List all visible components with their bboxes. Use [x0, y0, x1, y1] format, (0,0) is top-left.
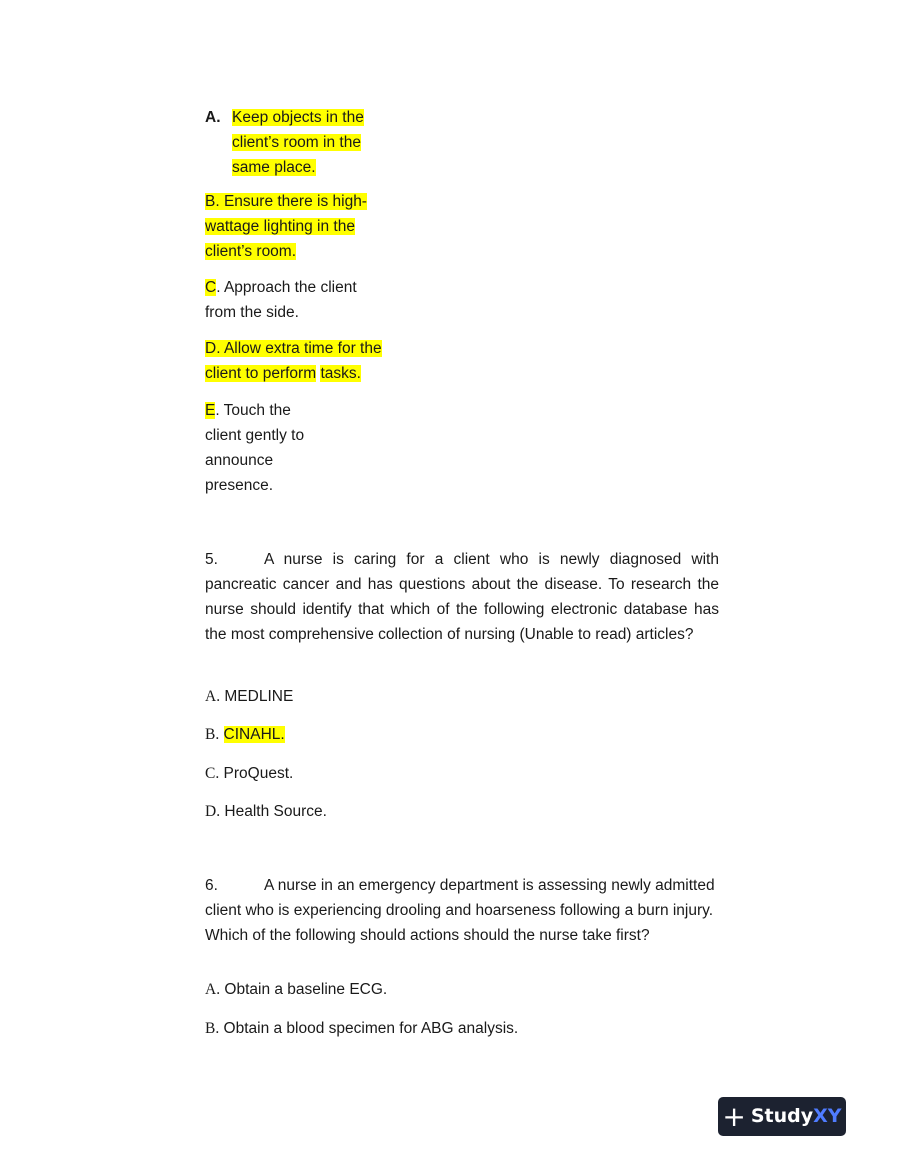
q5-option-a: [205, 684, 293, 709]
option-text-line: presence.: [205, 477, 274, 494]
option-text-line: client to perform: [205, 365, 317, 382]
option-d: [205, 336, 382, 386]
option-text: MEDLINE: [224, 688, 294, 705]
q5-option-c: [205, 761, 293, 786]
option-text: Obtain a baseline ECG.: [224, 981, 388, 998]
option-text-line: wattage lighting in the: [205, 218, 355, 235]
option-text-line: . Touch the: [215, 402, 291, 419]
option-text: Health Source.: [224, 803, 327, 820]
option-text-line: B. Ensure there is high-: [205, 193, 367, 210]
option-b: [205, 189, 367, 264]
q5-option-b: [205, 722, 285, 747]
option-letter: A.: [205, 688, 221, 705]
option-text-line: from the side.: [205, 304, 299, 321]
option-letter: C.: [205, 765, 220, 782]
q6-option-a: [205, 977, 387, 1002]
option-letter: C: [205, 279, 217, 296]
question-number: 6.: [205, 877, 218, 894]
option-text-line: client’s room.: [205, 243, 297, 260]
question-text: A nurse in an emergency department is assessing newly admitted client who is experiencing drooling and hoarseness following a burn injury. Which of the following should actions should the nurse take first?: [205, 877, 715, 944]
studyxy-logo[interactable]: [718, 1097, 846, 1136]
option-text-line: announce: [205, 452, 274, 469]
option-text: ProQuest.: [223, 765, 294, 782]
option-text-line: . Approach the client: [216, 279, 357, 296]
question-number: 5.: [205, 551, 218, 568]
question-6: [205, 873, 715, 948]
q6-option-b: [205, 1016, 518, 1041]
brand-text-study: Study: [750, 1105, 814, 1127]
option-text-line: client gently to: [205, 427, 305, 444]
option-letter: A.: [205, 981, 221, 998]
option-letter: E: [205, 402, 216, 419]
q5-option-d: [205, 799, 327, 824]
option-text: Keep objects in the client’s room in the same place.: [232, 109, 364, 176]
option-text: Obtain a blood specimen for ABG analysis.: [223, 1020, 519, 1037]
option-e: [205, 398, 304, 498]
option-letter: B.: [205, 726, 220, 743]
question-text: A nurse is caring for a client who is newly diagnosed with pancreatic cancer and has questions about the disease. To research the nurse should identify that which of the following electronic database has the most comprehensive collection of nursing (Unable to read) articles?: [205, 551, 719, 643]
question-5: [205, 547, 719, 647]
option-text-line: tasks.: [320, 365, 361, 382]
option-text-line: D. Allow extra time for the: [205, 340, 382, 357]
brand-text-xy: XY: [813, 1105, 842, 1127]
option-text: CINAHL.: [223, 726, 285, 743]
option-letter: A.: [205, 109, 221, 126]
plus-icon: +: [722, 1100, 746, 1133]
option-letter: B.: [205, 1020, 220, 1037]
option-c: [205, 275, 357, 325]
option-letter: D.: [205, 803, 221, 820]
